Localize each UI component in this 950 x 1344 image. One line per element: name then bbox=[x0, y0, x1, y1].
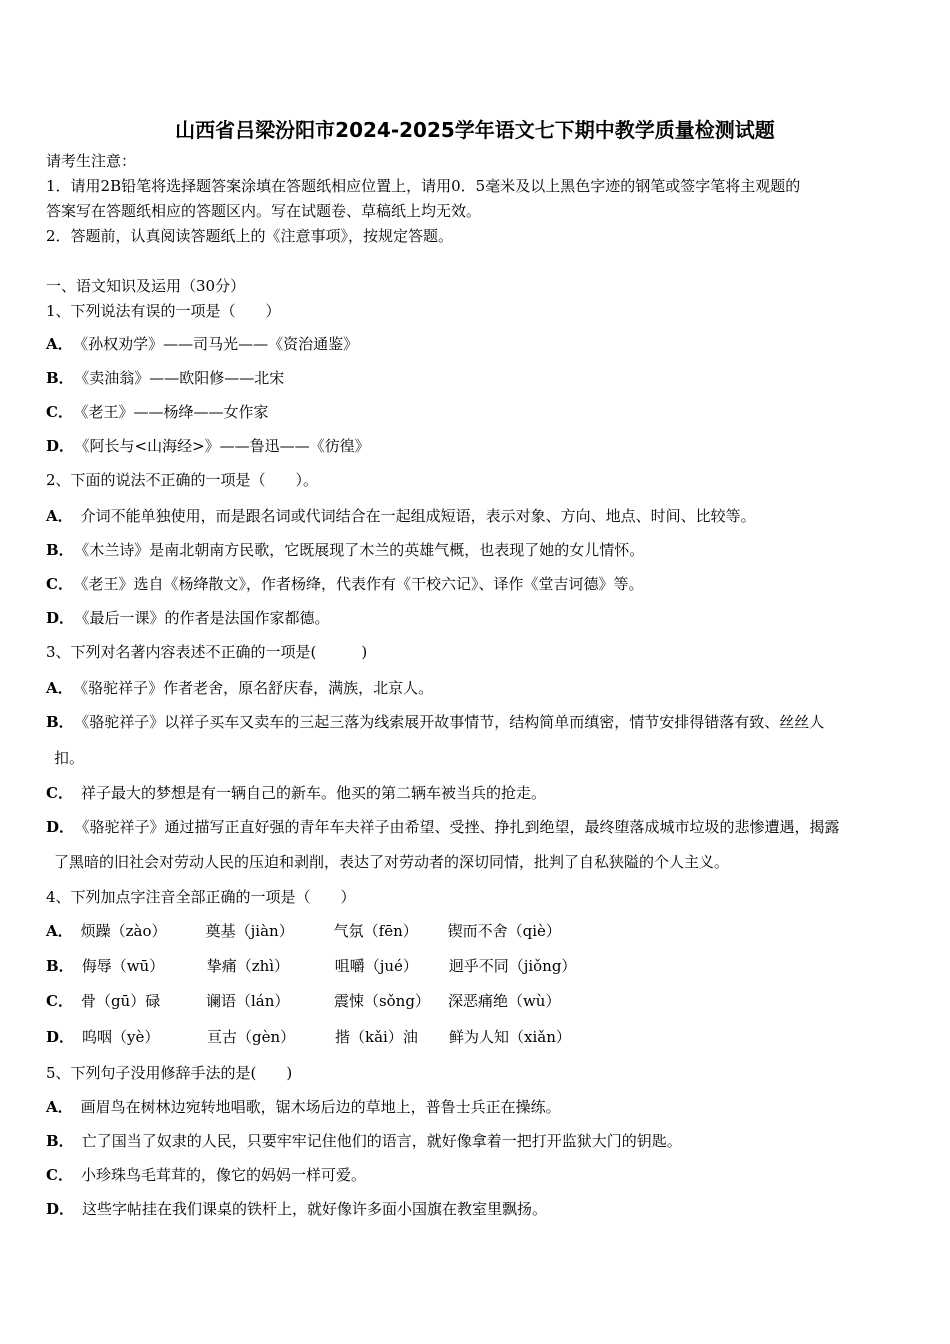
option-line bbox=[46, 991, 560, 1011]
option-line bbox=[46, 402, 268, 422]
option-text: 《老王》——杨绛——女作家 bbox=[80, 403, 269, 421]
option-text: 《老王》选自《杨绛散文》，作者杨绛，代表作有《干校六记》、译作《堂吉诃德》等。 bbox=[80, 575, 644, 593]
option-text: 《最后一课》的作者是法国作家都德。 bbox=[82, 609, 330, 627]
option-letter: C． bbox=[46, 403, 73, 421]
option-text: 奠基（jiàn） bbox=[205, 922, 294, 940]
option-letter: C． bbox=[46, 992, 73, 1010]
option-letter: A． bbox=[46, 1098, 73, 1116]
notice-line: 答案写在答题纸相应的答题区内。写在试题卷、草稿纸上均无效。 bbox=[46, 202, 482, 220]
option-text: 《木兰诗》是南北朝南方民歌，它既展现了木兰的英雄气概，也表现了她的女儿情怀。 bbox=[81, 541, 645, 559]
option-letter: C． bbox=[46, 575, 73, 593]
option-letter: B． bbox=[46, 713, 74, 731]
option-line bbox=[46, 712, 824, 732]
option-text: 《骆驼祥子》作者老舍，原名舒庆春，满族，北京人。 bbox=[80, 679, 434, 697]
section-heading: 一、语文知识及运用（30分） bbox=[46, 277, 246, 295]
notice-line: 1．请用2B铅笔将选择题答案涂填在答题纸相应位置上，请用0．5毫米及以上黑色字迹的钢笔或签字笔将主观题的 bbox=[46, 177, 801, 195]
option-letter: D． bbox=[46, 1028, 75, 1046]
question-stem: 5、下列句子没用修辞手法的是( ) bbox=[46, 1064, 293, 1082]
option-letter: A． bbox=[46, 922, 73, 940]
option-text: 画眉鸟在树林边宛转地唱歌，锯木场后边的草地上，普鲁士兵正在操练。 bbox=[80, 1098, 561, 1116]
option-text: 咀嚼（jué） bbox=[334, 957, 418, 975]
page-title: 山西省吕梁汾阳市2024-2025学年语文七下期中教学质量检测试题 bbox=[175, 118, 775, 142]
notice-heading: 请考生注意： bbox=[46, 152, 137, 170]
option-text: 骨（gū）碌 bbox=[80, 992, 161, 1010]
option-text: 《卖油翁》——欧阳修——北宋 bbox=[81, 369, 285, 387]
option-text: 锲而不舍（qiè） bbox=[447, 922, 561, 940]
option-text: 《骆驼祥子》通过描写正直好强的青年车夫祥子由希望、受挫、挣扎到绝望，最终堕落成城市垃圾的悲惨遭遇，揭露 bbox=[82, 818, 840, 836]
question-stem: 4、下列加点字注音全部正确的一项是（ ） bbox=[46, 888, 356, 906]
option-text: 震悚（sǒng） bbox=[333, 992, 430, 1010]
option-line bbox=[46, 817, 840, 837]
option-text: 揩（kǎi）油 bbox=[335, 1028, 418, 1046]
option-letter: A． bbox=[46, 507, 73, 525]
option-text: 《孙权劝学》——司马光——《资治通鉴》 bbox=[80, 335, 359, 353]
option-line bbox=[46, 783, 546, 803]
option-text: 烦躁（zào） bbox=[80, 922, 167, 940]
option-line bbox=[46, 1097, 561, 1117]
option-line bbox=[46, 368, 284, 388]
option-text: 介词不能单独使用，而是跟名词或代词结合在一起组成短语，表示对象、方向、地点、时间、比较等。 bbox=[80, 507, 756, 525]
option-text: 《骆驼祥子》以祥子买车又卖车的三起三落为线索展开故事情节，结构简单而缜密，情节安排得错落有致、丝丝人 bbox=[81, 713, 825, 731]
option-line bbox=[46, 921, 561, 941]
option-letter: C． bbox=[46, 784, 73, 802]
option-letter: B． bbox=[46, 541, 74, 559]
notice-line: 2．答题前，认真阅读答题纸上的《注意事项》，按规定答题。 bbox=[46, 227, 454, 245]
option-text: 鲜为人知（xiǎn） bbox=[449, 1028, 571, 1046]
option-letter: D． bbox=[46, 609, 75, 627]
option-line bbox=[46, 956, 576, 976]
option-letter: B． bbox=[46, 957, 74, 975]
option-line bbox=[46, 506, 756, 526]
option-text: 挚痛（zhì） bbox=[206, 957, 290, 975]
option-line bbox=[46, 1199, 547, 1219]
option-text: 小珍珠鸟毛茸茸的，像它的妈妈一样可爱。 bbox=[80, 1166, 366, 1184]
option-text: 《阿长与<山海经>》——鲁迅——《彷徨》 bbox=[82, 437, 370, 455]
option-letter: D． bbox=[46, 437, 75, 455]
option-line bbox=[46, 678, 433, 698]
option-letter: A． bbox=[46, 679, 73, 697]
option-text: 呜咽（yè） bbox=[82, 1028, 160, 1046]
option-line bbox=[46, 436, 370, 456]
option-line bbox=[46, 540, 644, 560]
option-letter: A． bbox=[46, 335, 73, 353]
option-text: 迥乎不同（jiǒng） bbox=[448, 957, 577, 975]
option-line bbox=[46, 1027, 571, 1047]
option-letter: B． bbox=[46, 1132, 74, 1150]
option-letter: D． bbox=[46, 1200, 75, 1218]
option-text: 深恶痛绝（wù） bbox=[447, 992, 561, 1010]
option-line bbox=[46, 574, 643, 594]
option-line bbox=[46, 1165, 366, 1185]
option-text: 了黑暗的旧社会对劳动人民的压迫和剥削，表达了对劳动者的深切同情，批判了自私狭隘的个人主义。 bbox=[54, 853, 730, 871]
option-line bbox=[46, 1131, 682, 1151]
option-letter: C． bbox=[46, 1166, 73, 1184]
option-text: 扣。 bbox=[54, 749, 85, 767]
option-letter: D． bbox=[46, 818, 75, 836]
option-text: 亡了国当了奴隶的人民，只要牢牢记住他们的语言，就好像拿着一把打开监狱大门的钥匙。 bbox=[81, 1132, 682, 1150]
option-line bbox=[46, 852, 729, 872]
question-stem: 1、下列说法有误的一项是（ ） bbox=[46, 302, 281, 320]
question-stem: 2、下面的说法不正确的一项是（ ）。 bbox=[46, 471, 319, 489]
option-line bbox=[46, 334, 358, 354]
option-text: 谰语（lán） bbox=[205, 992, 290, 1010]
option-text: 这些字帖挂在我们课桌的铁杆上，就好像许多面小国旗在教室里飘扬。 bbox=[82, 1200, 548, 1218]
option-line bbox=[46, 608, 330, 628]
question-stem: 3、下列对名著内容表述不正确的一项是( ) bbox=[46, 643, 368, 661]
option-text: 气氛（fēn） bbox=[333, 922, 418, 940]
option-text: 祥子最大的梦想是有一辆自己的新车。他买的第二辆车被当兵的抢走。 bbox=[80, 784, 546, 802]
option-line bbox=[46, 748, 84, 768]
option-text: 亘古（gèn） bbox=[207, 1028, 296, 1046]
option-letter: B． bbox=[46, 369, 74, 387]
option-text: 侮辱（wū） bbox=[81, 957, 165, 975]
